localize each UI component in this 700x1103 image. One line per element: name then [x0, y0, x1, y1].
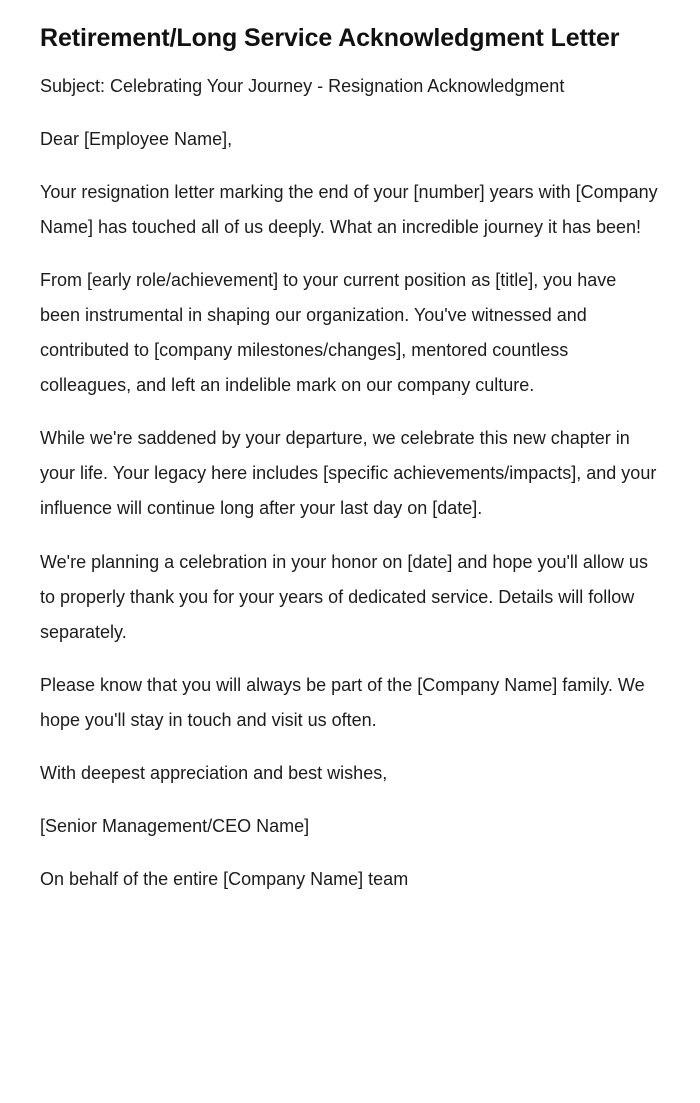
paragraph-subject: Subject: Celebrating Your Journey - Resignation Acknowledgment — [40, 75, 565, 96]
paragraph-closing: With deepest appreciation and best wishes, — [40, 763, 388, 783]
paragraph-body-5: Please know that you will always be part of the [Company Name] family. We hope you'll stay in touch and visit us often. — [40, 674, 645, 730]
paragraph-body-3: While we're saddened by your departure, we celebrate this new chapter in your life. Your legacy here includes [specific achievements/impacts], and your influence will continue long after your last day on [date]. — [40, 428, 657, 519]
paragraph-salutation: Dear [Employee Name], — [40, 128, 233, 149]
paragraph-signature-team: On behalf of the entire [Company Name] team — [40, 869, 409, 890]
paragraph-body-4: We're planning a celebration in your honor on [date] and hope you'll allow us to properly thank you for your years of dedicated service. Details will follow separately. — [40, 551, 648, 642]
paragraph-signature-name: [Senior Management/CEO Name] — [40, 816, 310, 837]
paragraph-body-1: Your resignation letter marking the end of your [number] years with [Company Name] has touched all of us deeply. What an incredible journey it has been! — [40, 181, 658, 237]
paragraph-body-2: From [early role/achievement] to your current position as [title], you have been instrumental in shaping our organization. You've witnessed and contributed to [company milestones/changes], mentored countless colleagues, and left an indelible mark on our company culture. — [40, 269, 617, 396]
page-title: Retirement/Long Service Acknowledgment Letter — [40, 24, 620, 52]
